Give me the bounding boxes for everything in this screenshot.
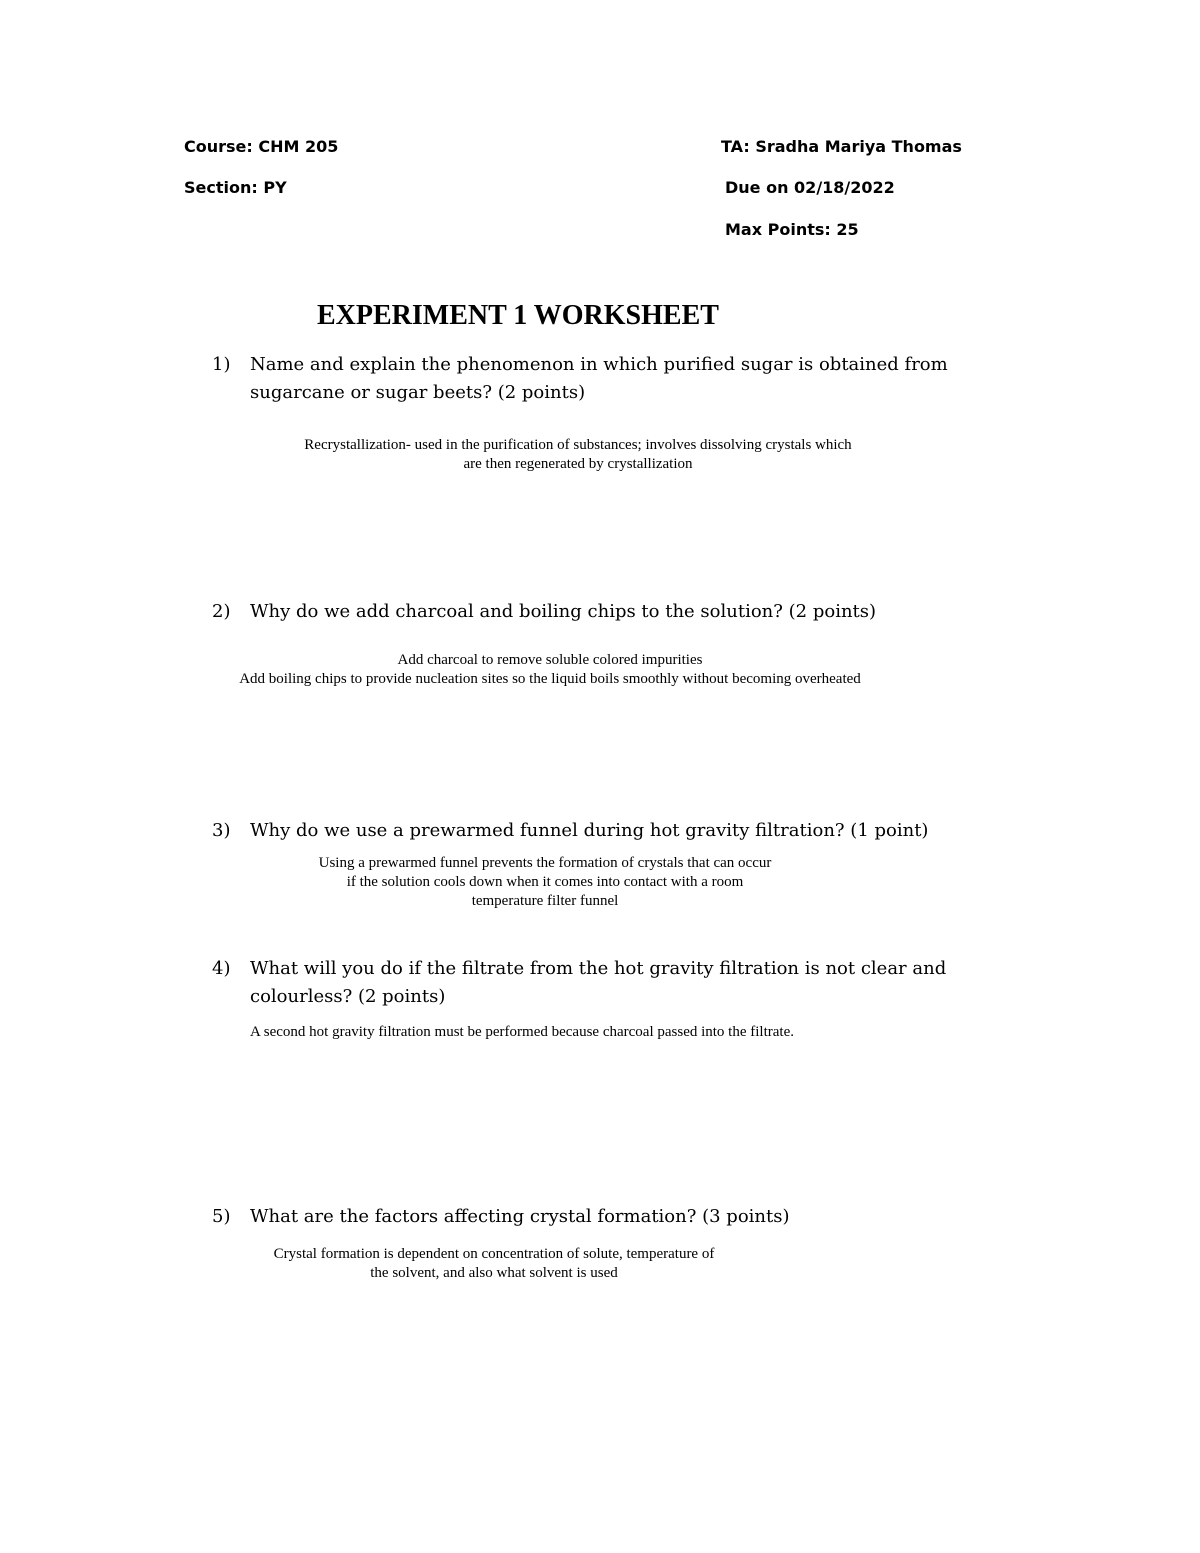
- question-text: Why do we use a prewarmed funnel during hot gravity filtration? (1 point): [250, 820, 929, 841]
- page-title: EXPERIMENT 1 WORKSHEET: [317, 300, 719, 331]
- question-2: [212, 598, 952, 626]
- answer-3: [270, 854, 820, 911]
- answer-line: Add boiling chips to provide nucleation sites so the liquid boils smoothly without becoming overheated: [239, 671, 861, 687]
- question-text: What are the factors affecting crystal formation? (3 points): [250, 1206, 790, 1227]
- question-text: What will you do if the filtrate from the hot gravity filtration is not clear and colourless? (2 points): [250, 958, 947, 1007]
- answer-line: Crystal formation is dependent on concentration of solute, temperature of: [273, 1246, 715, 1262]
- section-label: Section: PY: [184, 178, 287, 197]
- answer-1: [200, 436, 956, 474]
- question-number: 3): [212, 820, 231, 841]
- answer-2: [180, 651, 920, 689]
- answer-line: are then regenerated by crystallization: [463, 456, 693, 472]
- answer-line: Using a prewarmed funnel prevents the formation of crystals that can occur: [318, 855, 772, 871]
- ta-label: TA: Sradha Mariya Thomas: [721, 137, 962, 156]
- answer-line: Recrystallization- used in the purification of substances; involves dissolving crystals which: [304, 437, 852, 453]
- question-3: [212, 817, 952, 845]
- question-number: 1): [212, 354, 231, 375]
- question-5: [212, 1203, 952, 1231]
- answer-line: temperature filter funnel: [471, 893, 619, 909]
- answer-line: A second hot gravity filtration must be performed because charcoal passed into the filtrate.: [250, 1024, 794, 1040]
- answer-line: if the solution cools down when it comes into contact with a room: [346, 874, 744, 890]
- max-points-label: Max Points: 25: [725, 220, 859, 239]
- answer-4: [250, 1023, 794, 1042]
- question-number: 4): [212, 958, 231, 979]
- due-date-label: Due on 02/18/2022: [725, 178, 895, 197]
- answer-line: Add charcoal to remove soluble colored impurities: [397, 652, 703, 668]
- question-text: Name and explain the phenomenon in which purified sugar is obtained from sugarcane or sugar beets? (2 points): [250, 354, 948, 403]
- answer-line: the solvent, and also what solvent is used: [370, 1265, 618, 1281]
- question-number: 2): [212, 601, 231, 622]
- question-4: [212, 955, 952, 1011]
- answer-5: [230, 1245, 758, 1283]
- question-text: Why do we add charcoal and boiling chips to the solution? (2 points): [250, 601, 877, 622]
- question-number: 5): [212, 1206, 231, 1227]
- course-label: Course: CHM 205: [184, 137, 339, 156]
- question-1: [212, 351, 952, 407]
